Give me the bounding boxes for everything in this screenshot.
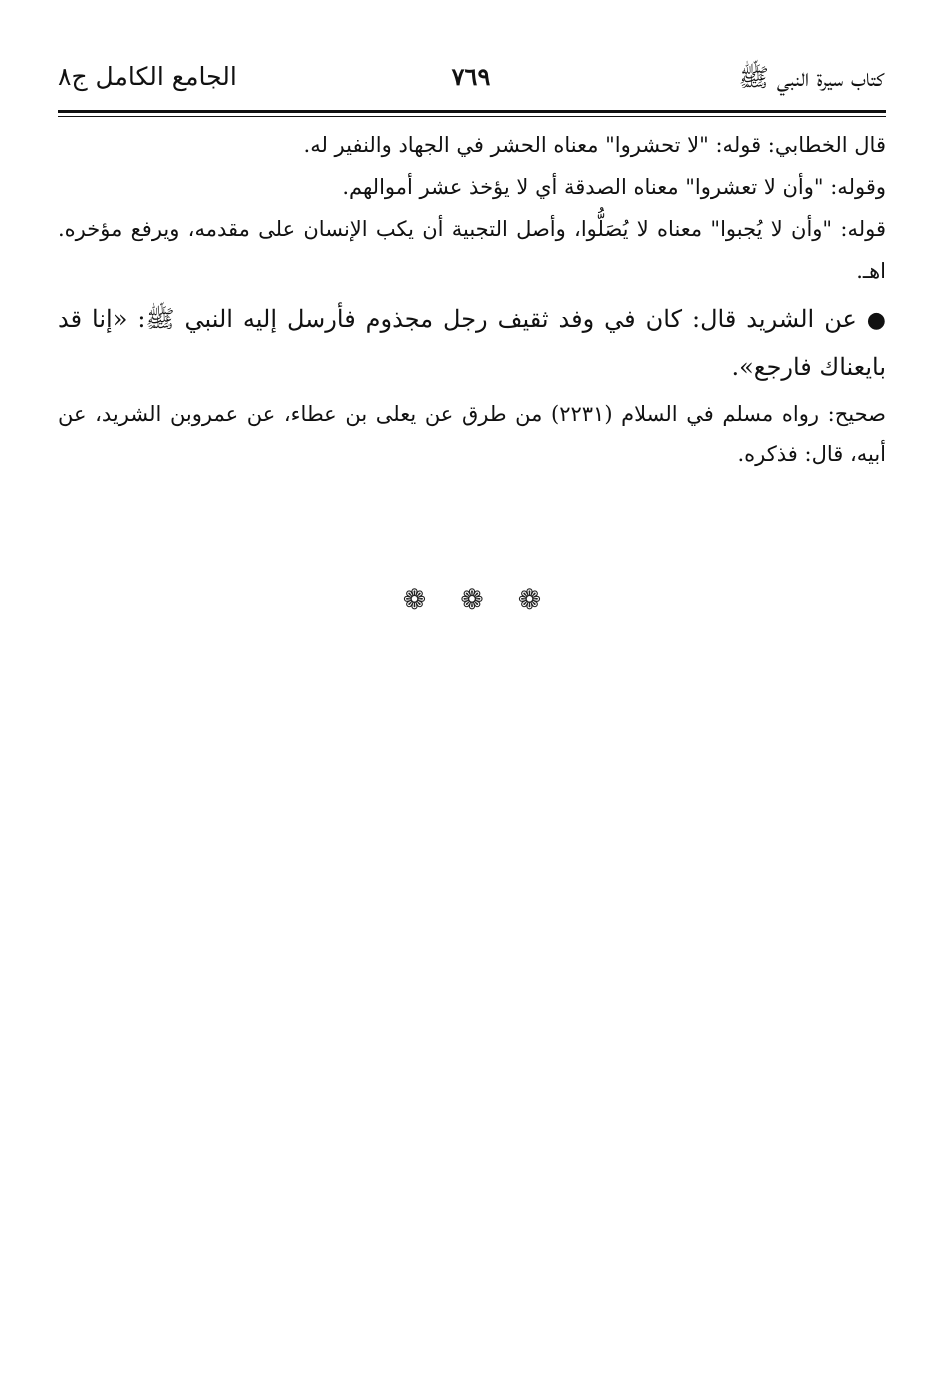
- volume-title: الجامع الكامل ج٨: [58, 62, 237, 91]
- bullet-icon: ●: [866, 308, 886, 333]
- section-divider: [0, 582, 944, 618]
- hadith-text: [58, 296, 886, 390]
- page-content: [58, 124, 886, 474]
- header-rule-thin: [58, 116, 886, 117]
- header-rule-thick: [58, 110, 886, 113]
- page-header: [58, 62, 884, 106]
- flower-ornament-icon: ❁: [402, 583, 427, 616]
- commentary-line-khattabi: قال الخطابي: قوله: "لا تحشروا" معناه الحشر في الجهاد والنفير له.: [303, 133, 886, 157]
- flower-ornament-icon: ❁: [460, 583, 484, 616]
- hadith-body: عن الشريد قال: كان في وفد ثقيف رجل مجذوم فأرسل إليه النبي ﷺ: «إنا قد بايعناك فارجع».: [58, 305, 886, 381]
- commentary-line-yujabbu: قوله: "وأن لا يُجبوا" معناه لا يُصَلُّوا، وأصل التجبية أن يكب الإنسان على مقدمه، ويرفع مؤخره. اهـ.: [58, 217, 886, 283]
- flower-ornament-icon: ❁: [517, 583, 542, 616]
- book-title: كتاب سيرة النبي ﷺ: [738, 63, 884, 92]
- commentary-line-tushiru: وقوله: "وأن لا تعشروا" معناه الصدقة أي لا يؤخذ عشر أموالهم.: [342, 175, 886, 199]
- hadith-grading: صحيح: رواه مسلم في السلام (٢٢٣١) من طرق عن يعلى بن عطاء، عن عمروبن الشريد، عن أبيه، قال: فذكره.: [58, 402, 886, 466]
- page-number: ٧٦٩: [451, 62, 491, 91]
